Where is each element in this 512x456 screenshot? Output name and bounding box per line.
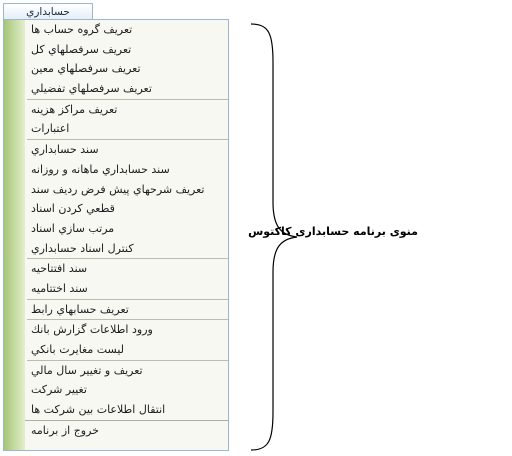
menu-item-bank-report-entry[interactable]: ورود اطلاعات گزارش بانك — [31, 323, 153, 337]
menu-item-transfer-between-companies[interactable]: انتقال اطلاعات بين شركت ها — [31, 403, 166, 417]
menu-item-list — [25, 20, 228, 450]
menu-item-exit[interactable]: خروج از برنامه — [25, 420, 228, 441]
dropdown-menu — [3, 19, 229, 451]
menu-item-bank-reconciliation-list[interactable]: ليست مغايرت بانكي — [31, 343, 125, 356]
menu-item-define-subsidiary-ledgers[interactable]: تعريف سرفصلهاي معين — [31, 62, 141, 76]
menu-item-sort-vouchers[interactable]: مرتب سازي اسناد — [31, 221, 115, 235]
menu-item-define-detail-ledgers[interactable]: تعريف سرفصلهاي تفضيلي — [31, 82, 152, 96]
menu-item-opening-voucher[interactable]: سند افتتاحيه — [31, 262, 88, 276]
menu-item-define-general-ledgers[interactable]: تعريف سرفصلهاي كل — [31, 42, 132, 56]
menu-icon-gutter — [4, 20, 25, 450]
menu-item-monthly-daily-voucher[interactable]: سند حسابداري ماهانه و روزانه — [31, 162, 170, 176]
menu-item-default-row-descriptions[interactable]: تعريف شرحهاي پيش فرض رديف سند — [31, 182, 205, 196]
menu-item-define-account-groups[interactable]: تعريف گروه حساب ها — [31, 23, 133, 36]
menu-item-define-fiscal-year[interactable]: تعريف و تغيير سال مالي — [31, 363, 143, 377]
menu-tab-accounting[interactable]: حسابداري — [3, 3, 93, 20]
menu-item-accounting-voucher[interactable]: سند حسابداري — [31, 143, 99, 157]
menu-caption: منوی برنامه حسابداری کاکتوس — [248, 225, 418, 238]
menu-item-credits[interactable]: اعتبارات — [31, 122, 70, 136]
menu-item-closing-voucher[interactable]: سند اختتاميه — [31, 281, 88, 295]
menu-item-define-link-accounts[interactable]: تعريف حسابهاي رابط — [31, 302, 129, 316]
menu-item-change-company[interactable]: تغيير شركت — [31, 383, 87, 397]
menu-item-control-vouchers[interactable]: كنترل اسناد حسابداري — [31, 241, 134, 255]
menu-item-define-cost-centers[interactable]: تعريف مراكز هزينه — [31, 102, 118, 116]
menu-item-finalize-vouchers[interactable]: قطعي كردن اسناد — [31, 202, 115, 216]
